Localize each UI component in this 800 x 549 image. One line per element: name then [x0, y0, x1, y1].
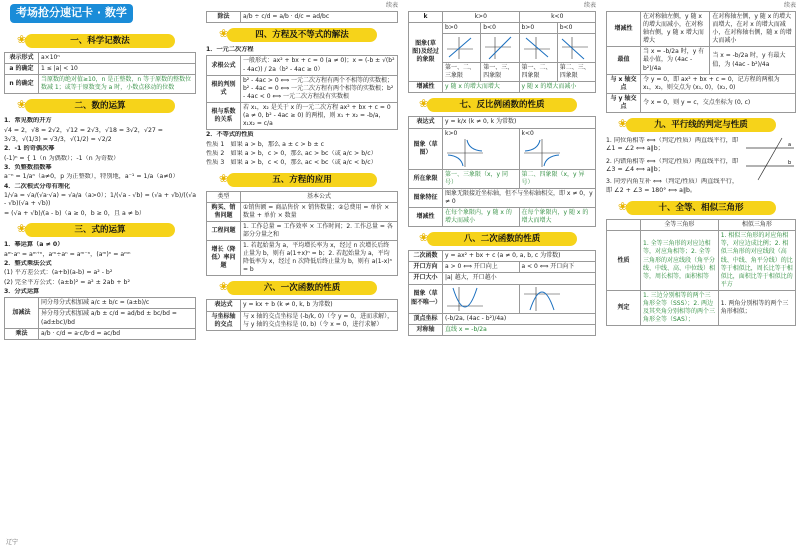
- table-row: n 的确定 当原数的绝对值≥10，n 是正整数，n 等于原数的整数位数减 1；或等于原数变为 a 时，小数点移动的位数: [5, 75, 196, 94]
- table-row: 判定 1. 三边分别相等的两个三角形全等（SSS）；2. 两边及其夹角分别相等的两个三角形全等（SAS）； 1. 两角分别相等的两个三角形相似；: [607, 290, 796, 325]
- page-footer: 辽宁: [6, 538, 19, 546]
- list-item: 3．负整数指数幂: [4, 164, 52, 172]
- page-banner: 考场抢分速记卡 · 数学: [10, 4, 133, 23]
- svg-text:a: a: [788, 142, 792, 149]
- list-item: (1) 平方差公式：(a+b)(a-b) = a² - b²: [4, 269, 113, 277]
- subheading: 1．一元二次方程: [206, 46, 254, 54]
- list-item: 3√3，√(1/3) = √3/3，√(1/2) = √2/2: [4, 135, 112, 143]
- table-row: 与 y 轴交点 令 x = 0，则 y = c，交点坐标为 (0, c): [607, 93, 796, 112]
- fraction-ops-table: [4, 297, 196, 339]
- table-row: 最值 当 x = -b/2a 时，y 有最小值，为 (4ac - b²)/4a 当 x = -b/2a 时，y 有最大值，为 (4ac - b²)/4a: [607, 47, 796, 74]
- list-item: 1．幂运算（a ≠ 0）: [4, 241, 64, 249]
- table-row: 增减性 在每个象限内，y 随 x 的增大而减小 在每个象限内，y 随 x 的增大而增大: [409, 208, 596, 227]
- list-item: 3．分式运算: [4, 287, 40, 295]
- table-row: a 的确定 1 ≤ |a| < 10: [5, 63, 196, 74]
- table-row: 工程问题 1. 工作总量 = 工作效率 × 工作时间；2. 工作总量 = 各部分分量之和: [207, 221, 398, 240]
- section-title-parallel-lines: ❀ 九、平行线的判定与性质: [626, 118, 776, 132]
- list-item: 2. 内错角相等 ⟺（判定/性质）两直线平行，即 ∠3 = ∠4 ⟺ a∥b；: [606, 157, 739, 174]
- quadratic-properties-table: [606, 11, 796, 113]
- continued-label: 续表: [783, 2, 796, 9]
- column-2: [202, 0, 402, 549]
- column-1: [0, 0, 200, 549]
- table-row: 顶点坐标 (-b/2a, (4ac - b²)/4a): [409, 313, 596, 324]
- table-row: 增减性 y 随 x 的增大而增大 y 随 x 的增大而减小: [409, 82, 596, 93]
- section-title-equation-applications: ❀ 五、方程的应用: [227, 173, 377, 187]
- triangle-table: [606, 219, 796, 326]
- svg-text:b: b: [788, 160, 792, 167]
- linear-graph-icon: [483, 35, 513, 61]
- linear-graph-table: [408, 11, 596, 93]
- table-row: 第一、二、三象限 第一、三、四象限 第一、二、四象限 第二、三、四象限: [409, 63, 596, 82]
- table-row: 根与系数的关系 若 x₁，x₂ 是关于 x 的一元二次方程 ax² + bx + c = 0 (a ≠ 0, b² - 4ac ≥ 0) 的两根，则 x₁ + x₂ = -b/a，x₁x₂ = c/a: [207, 102, 398, 129]
- table-row: 乘法 a/b · c/d = a·c/b·d = ac/bd: [5, 328, 196, 339]
- list-item: 2．整式乘法公式: [4, 259, 52, 267]
- table-row: 二次函数 y = ax² + bx + c (a ≠ 0, a, b, c 为常数): [409, 251, 596, 262]
- section-title-triangles: ❀ 十、全等、相似三角形: [626, 201, 776, 215]
- table-row: 图象特征 图象无限接近坐标轴，但不与坐标轴相交，即 x ≠ 0，y ≠ 0: [409, 188, 596, 207]
- division-table: [206, 11, 398, 23]
- column-3: [404, 0, 600, 549]
- list-item: 1. 同位角相等 ⟺（判定/性质）两直线平行，即 ∠1 = ∠2 ⟺ a∥b；: [606, 137, 739, 153]
- section-title-expression-ops: ❀ 三、式的运算: [25, 223, 175, 237]
- section-title-linear-function: ❀ 六、一次函数的性质: [227, 281, 377, 295]
- parallel-lines-block: [606, 136, 796, 196]
- hyperbola-icon: [445, 138, 485, 168]
- quadratic-equation-table: [206, 55, 398, 130]
- table-row: 性质 1. 全等三角形的对应边相等，对应角相等；2. 全等三角形的对应线段（角平分线、中线、高、中位线）相等，周长相等，面积相等 1. 相似三角形的对应角相等，对应边成比例；2. 相似三角形的对应线段（高线、中线、角平分线）的比等于相似比，周长比等于相似比，面积比等于相似比的平方: [607, 231, 796, 291]
- parabola-down-icon: [522, 286, 562, 312]
- list-item: √4 = 2，√8 = 2√2，√12 = 2√3，√18 = 3√2，√27 =: [4, 126, 163, 134]
- parallel-lines-diagram: [744, 136, 796, 182]
- table-row: 除法 a/b ÷ c/d = a/b · d/c = ad/bc: [207, 12, 398, 23]
- table-row: 图象(草图)及经过的象限 b>0 b<0 b>0 b<0: [409, 23, 596, 34]
- list-item: 1．常见数的开方: [4, 117, 52, 125]
- linear-graph-icon: [445, 35, 475, 61]
- table-row: 图象（草图不唯一）: [409, 284, 596, 313]
- section-title-number-ops: ❀ 二、数的运算: [25, 99, 175, 113]
- table-header-row: k k>0 k<0: [409, 12, 596, 23]
- list-item: 4．二次根式分母有理化: [4, 182, 71, 190]
- list-item: 性质 2 如果 a > b，c > 0，那么 ac > bc（或 a/c > b/c）: [206, 149, 377, 157]
- list-item: a⁻ⁿ = 1/aⁿ（a≠0，p 为正整数），特别地，a⁻¹ = 1/a（a≠0）: [4, 173, 179, 181]
- list-item: (-1)ⁿ = { 1（n 为偶数）；-1（n 为奇数）: [4, 154, 120, 162]
- list-item: aᵐ·aⁿ = aᵐ⁺ⁿ，aᵐ÷aⁿ = aᵐ⁻ⁿ，(aᵐ)ⁿ = aᵐⁿ: [4, 250, 131, 258]
- linear-graph-icon: [522, 35, 552, 61]
- table-row: 开口方向 a > 0 ⟺ 开口向上 a < 0 ⟺ 开口向下: [409, 262, 596, 273]
- list-item: = (√a + √b)/(a - b)（a ≥ 0，b ≥ 0，且 a ≠ b）: [4, 209, 146, 217]
- table-row: 表示形式 a×10ⁿ: [5, 52, 196, 63]
- table-row: 与 x 轴交点 令 y = 0，即 ax² + bx + c = 0，记方程的两根为 x₁，x₂，则交点为 (x₁, 0)，(x₂, 0): [607, 74, 796, 93]
- list-item: 性质 3 如果 a > b，c < 0，那么 ac < bc（或 a/c < b/c）: [206, 159, 377, 167]
- application-table: [206, 191, 398, 277]
- inverse-function-table: [408, 116, 596, 227]
- list-item: 性质 1 如果 a > b，那么 a ± c > b ± c: [206, 140, 325, 148]
- table-row: 求根公式 一般形式：ax² + bx + c = 0 (a ≠ 0)；x = (-b ± √(b² - 4ac)) / 2a（b² - 4ac ≥ 0）: [207, 56, 398, 75]
- table-row: 根的判别式 b² - 4ac > 0 ⟺ 一元二次方程有两个不相等的实数根；b² - 4ac = 0 ⟺ 一元二次方程有两个相等的实数根；b² - 4ac < 0 ⟺ 一元二次方程没有实数根: [207, 75, 398, 102]
- table-row: 表达式 y = kx + b (k ≠ 0, k, b 为常数): [207, 300, 398, 311]
- table-row: 加减法 同分母分式相加减 a/c ± b/c = (a±b)/c: [5, 298, 196, 309]
- subheading: 2．不等式的性质: [206, 131, 254, 139]
- table-row: 所在象限 第一、三象限（x，y 同号） 第二、四象限（x，y 异号）: [409, 169, 596, 188]
- section-title-scientific-notation: ❀ 一、科学记数法: [25, 34, 175, 48]
- linear-function-table: [206, 299, 398, 330]
- section-title-quadratic-function: ❀ 八、二次函数的性质: [427, 232, 577, 246]
- table-row: 图象（草图） k>0 k<0: [409, 128, 596, 169]
- table-row: 增减性 在对称轴左侧，y 随 x 的增大而减小，在对称轴右侧，y 随 x 增大而增大 在对称轴左侧，y 随 x 的增大而增大，在对 x 的增大而减小，在对称轴右侧，随 x 的增大而减小: [607, 12, 796, 47]
- parabola-up-icon: [445, 286, 485, 312]
- linear-graph-icon: [560, 35, 590, 61]
- section-title-inverse-function: ❀ 七、反比例函数的性质: [427, 98, 577, 112]
- list-item: (2) 完全平方公式：(a±b)² = a² ± 2ab + b²: [4, 278, 130, 286]
- quadratic-function-table: [408, 250, 596, 335]
- list-item: 2．-1 的奇偶次幂: [4, 145, 55, 153]
- hyperbola-icon: [522, 138, 562, 168]
- table-row: 与坐标轴的交点 与 x 轴的交点坐标是 (-b/k, 0)（令 y = 0，进而求解），与 y 轴的交点坐标是 (0, b)（令 x = 0，进行求解）: [207, 311, 398, 330]
- list-item: 1/√a = √a/(√a·√a) = √a/a（a>0）；1/(√a - √b) = (√a + √b)/((√a - √b)(√a + √b)): [4, 192, 196, 208]
- column-4: [602, 0, 800, 549]
- list-item: 3. 同旁内角互补 ⟺（判定/性质）两直线平行，即 ∠2 + ∠3 = 180° ⟺ a∥b。: [606, 178, 739, 194]
- continued-label: 续表: [385, 2, 398, 9]
- table-row: 表达式 y = k/x (k ≠ 0, k 为常数): [409, 117, 596, 128]
- table-row: 增长（降低）率问题 1. 若起始量为 a，平均增长率为 x，经过 n 次增长后终止量为 b，则有 a(1+x)ⁿ = b；2. 若起始量为 a，平均降低率为 x，经过 n 次降低后终止量为 b，则有 a(1-x)ⁿ = b: [207, 241, 398, 276]
- table-row: 对称轴 直线 x = -b/2a: [409, 324, 596, 335]
- table-row: 开口大小 |a| 越大，开口越小: [409, 273, 596, 284]
- sci-notation-table: [4, 52, 196, 94]
- table-row: 购买、销售问题 ①销售额 = 商品售价 × 销售数量；②总费用 = 单价 × 数量 + 单价 × 数量: [207, 202, 398, 221]
- continued-label: 续表: [583, 2, 596, 9]
- section-title-equations: ❀ 四、方程及不等式的解法: [227, 28, 377, 42]
- table-header-row: 全等三角形 相似三角形: [607, 220, 796, 231]
- table-header-row: 类型 基本公式: [207, 191, 398, 202]
- table-row: 异分母分式相加减 a/b ± c/d = ad/bd ± bc/bd = (ad±bc)/bd: [5, 309, 196, 328]
